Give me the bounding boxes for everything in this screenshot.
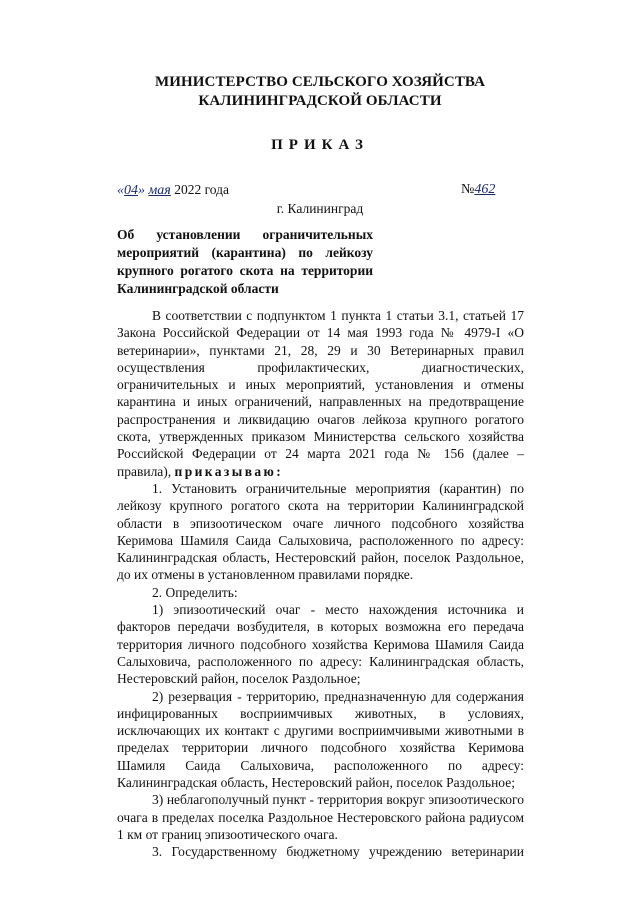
order-number-prefix: № <box>461 182 475 197</box>
order-word: приказываю: <box>174 463 284 479</box>
city-name: г. Калининград <box>276 201 364 216</box>
ministry-header-line2: КАЛИНИНГРАДСКОЙ ОБЛАСТИ <box>198 93 442 109</box>
date-year: 2022 года <box>174 182 230 197</box>
item-2-2: 2) резервация - территорию, предназначенную для содержания инфицированных восприимчивых животных, в условиях, исключающих их контакт с другими восприимчивыми животными в пределах территории личного подсобного хозяйства Керимова Шамиля Саида Салыховича, расположенного по адресу: Калининградская область, Нестеровский район, поселок Раздольное; <box>117 688 524 791</box>
item-2-1: 1) эпизоотический очаг - место нахождения источника и факторов передачи возбудителя, в которых возможна его передача территория личного подсобного хозяйства Керимова Шамиля Саида Салыховича, расположенного по адресу: Калининградская область, Нестеровский район, поселок Раздольное; <box>117 602 524 687</box>
date-open-quote: « <box>117 183 124 198</box>
order-subject <box>117 226 373 298</box>
subject-line: Об установлении ограничительных <box>117 227 373 242</box>
ministry-header-line1: МИНИСТЕРСТВО СЕЛЬСКОГО ХОЗЯЙСТВА <box>154 74 486 90</box>
date-day: 04 <box>124 183 138 198</box>
date-month: мая <box>148 183 171 198</box>
order-body <box>117 307 524 861</box>
preamble-paragraph <box>117 307 524 480</box>
item-2: 2. Определить: <box>152 584 238 600</box>
subject-line: Калининградской области <box>117 281 279 296</box>
item-3: 3. Государственному бюджетному учреждению ветеринарии <box>152 844 524 860</box>
order-date <box>117 182 229 199</box>
item-1: 1. Установить ограничительные мероприятия (карантин) по лейкозу крупного рогатого скота на территории Калининградской области в эпизоотическом очаге личного подсобного хозяйства Керимова Шамиля Саида Салыховича, расположенного по адресу: Калининградская область, Нестеровский район, поселок Раздольное, до их отмены в установленном правилами порядке. <box>117 480 524 583</box>
date-close-quote: » <box>138 183 145 198</box>
subject-line: мероприятий (карантина) по лейкозу <box>117 245 373 260</box>
order-number-value: 462 <box>474 182 496 197</box>
order-number <box>461 182 495 198</box>
document-title: ПРИКАЗ <box>271 137 369 153</box>
ministry-header <box>0 73 640 111</box>
preamble-text: В соответствии с подпунктом 1 пункта 1 статьи 3.1, статьей 17 Закона Российской Федерации от 14 мая 1993 года № 4979-I «О ветеринарии», пунктами 21, 28, 29 и 30 Ветеринарных правил осуществления профилактических, диагностических, ограничительных и иных мероприятий, установления и отмены карантина и иных ограничений, направленных на предотвращение распространения и ликвидацию очагов лейкоза крупного рогатого скота, утвержденных приказом Министерства сельского хозяйства Российской Федерации от 24 марта 2021 года № 156 (далее – правила), <box>117 308 524 479</box>
subject-line: крупного рогатого скота на территории <box>117 263 373 278</box>
item-2-3: 3) неблагополучный пункт - территория вокруг эпизоотического очага в пределах поселка Раздольное Нестеровского района радиусом 1 км от границ эпизоотического очага. <box>117 792 524 842</box>
